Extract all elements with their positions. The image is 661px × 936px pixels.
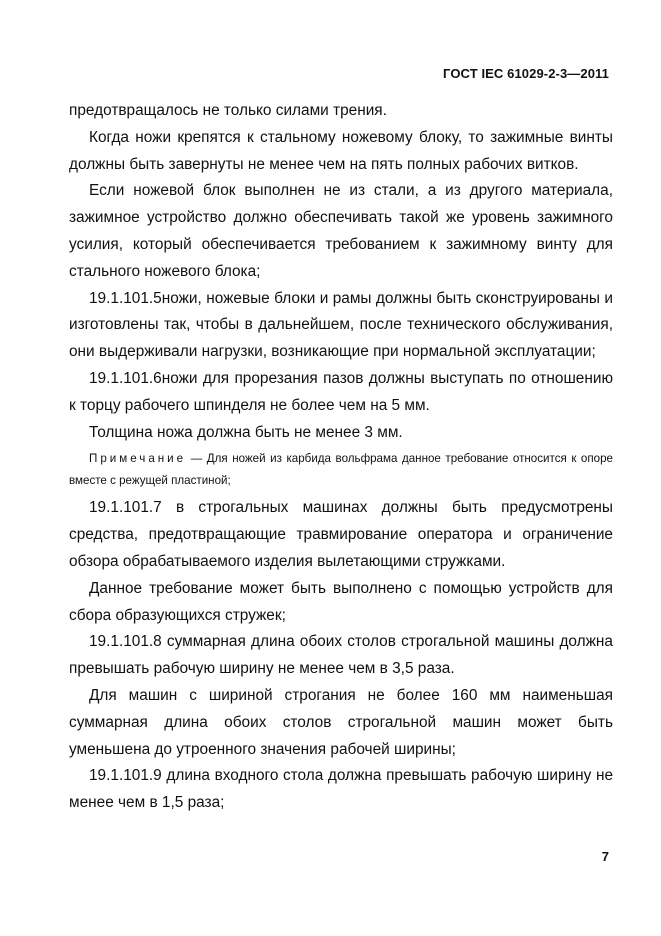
paragraph-continuation: предотвращалось не только силами трения.: [69, 102, 387, 119]
page-number: 7: [601, 849, 609, 864]
note-label: Примечание: [89, 452, 187, 466]
note: [69, 448, 613, 492]
paragraph-knife-steel-block: Когда ножи крепятся к стальному ножевому блоку, то зажимные винты должны быть завернуты не менее чем на пять полных рабочих витков.: [69, 128, 613, 173]
document-body: [69, 98, 613, 817]
standard-code-header: ГОСТ IEC 61029-2-3—2011: [443, 66, 609, 81]
note-text: — Для ножей из карбида вольфрама данное требование относится к опоре вместе с режущей пластиной;: [69, 452, 613, 488]
clause-19-1-101-9: 19.1.101.9 длина входного стола должна превышать рабочую ширину не менее чем в 1,5 раза;: [69, 767, 613, 812]
clause-19-1-101-7: 19.1.101.7 в строгальных машинах должны быть предусмотрены средства, предотвращающие травмирование оператора и ограничение обзора обрабатываемого изделия вылетающими стружками.: [69, 499, 613, 570]
paragraph-knife-nonsteel-block: Если ножевой блок выполнен не из стали, а из другого материала, зажимное устройство должно обеспечивать такой же уровень зажимного усилия, который обеспечивается требованием к зажимному винту для стального ножевого блока;: [69, 182, 613, 280]
paragraph-narrow-machines: Для машин с шириной строгания не более 160 мм наименьшая суммарная длина обоих столов строгальной машин может быть уменьшена до утроенного значения рабочей ширины;: [69, 686, 613, 758]
clause-19-1-101-8: 19.1.101.8 суммарная длина обоих столов строгальной машины должна превышать рабочую ширину не менее чем в 3,5 раза.: [69, 633, 613, 678]
paragraph-chip-collection: Данное требование может быть выполнено с помощью устройств для сбора образующихся стружек;: [69, 579, 613, 624]
clause-19-1-101-6: 19.1.101.6ножи для прорезания пазов должны выступать по отношению к торцу рабочего шпинделя не более чем на 5 мм.: [69, 369, 613, 414]
clause-19-1-101-5: 19.1.101.5ножи, ножевые блоки и рамы должны быть сконструированы и изготовлены так, чтобы в дальнейшем, после технического обслуживания, они выдерживали нагрузки, возникающие при нормальной эксплуатации;: [69, 289, 613, 361]
paragraph-knife-thickness: Толщина ножа должна быть не менее 3 мм.: [89, 423, 403, 441]
